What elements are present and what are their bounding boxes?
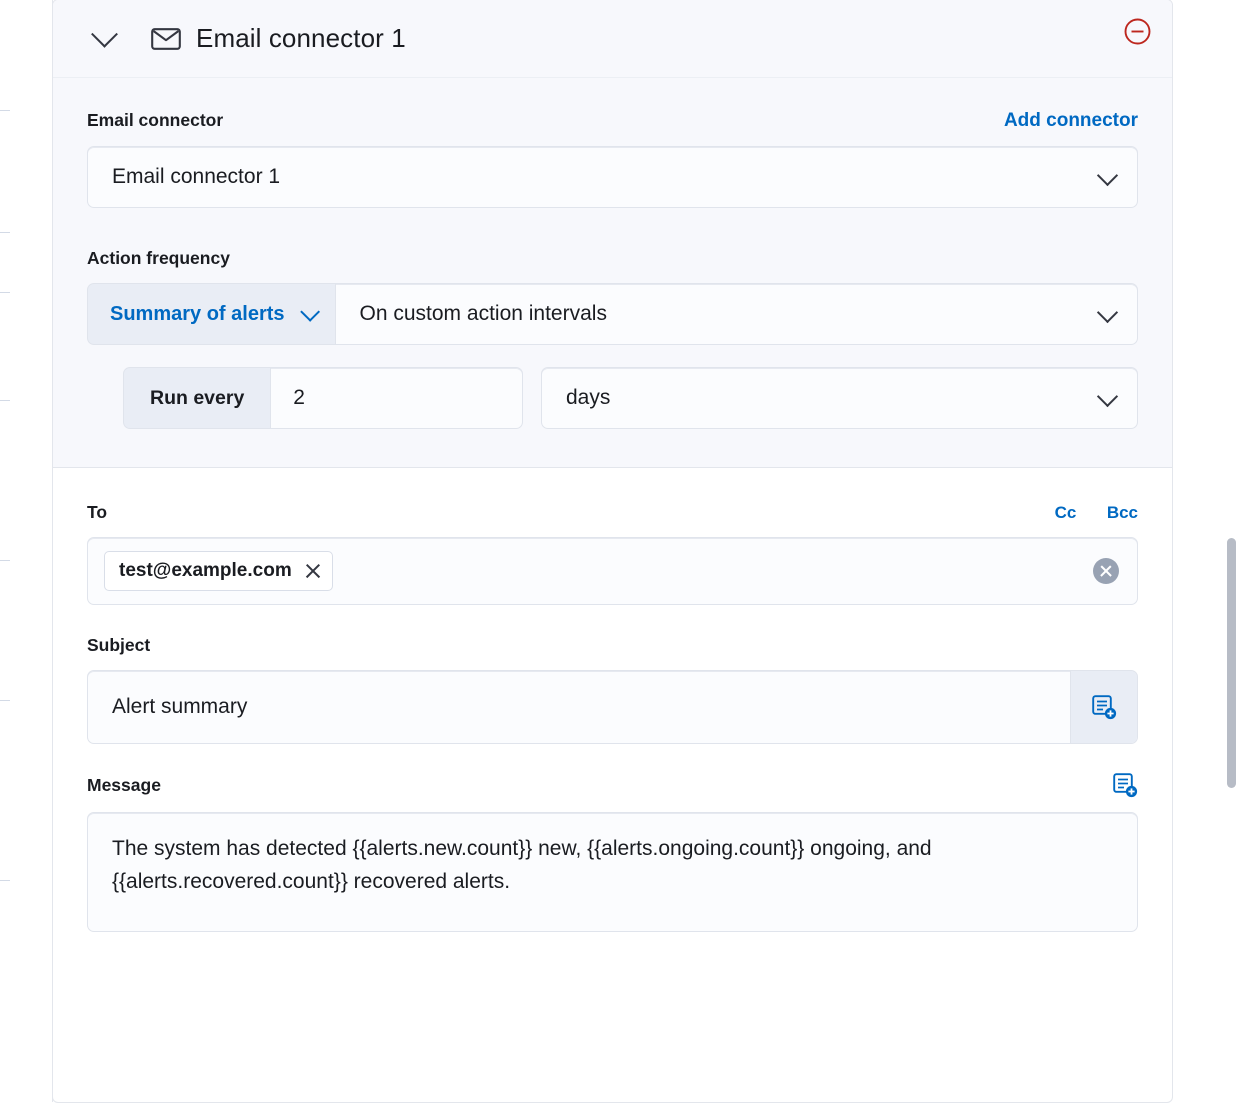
chevron-down-icon — [1097, 302, 1118, 323]
bcc-link[interactable]: Bcc — [1106, 503, 1138, 522]
email-message-section — [53, 468, 1172, 942]
run-every-row — [87, 367, 1138, 429]
run-every-label: Run every — [123, 367, 270, 429]
action-interval-value: On custom action intervals — [359, 302, 607, 325]
chevron-down-icon[interactable] — [87, 22, 121, 56]
connector-label: Email connector — [87, 110, 224, 130]
run-every-input[interactable]: 2 — [270, 367, 523, 429]
action-interval-select[interactable] — [335, 283, 1138, 345]
email-connector-panel — [52, 0, 1173, 1103]
spacer — [87, 605, 1138, 635]
chevron-down-icon — [1097, 386, 1118, 407]
panel-header — [53, 0, 1172, 78]
recipient-email: test@example.com — [119, 560, 292, 581]
message-textarea[interactable]: The system has detected {{alerts.new.count}} new, {{alerts.ongoing.count}} ongoing, and {{alerts.recovered.count}} recovered alerts. — [87, 812, 1138, 932]
action-frequency-label: Action frequency — [87, 248, 230, 268]
scrollbar-thumb[interactable] — [1227, 538, 1236, 788]
summary-of-alerts-label: Summary of alerts — [110, 302, 285, 325]
scrollbar-track[interactable] — [1229, 0, 1241, 1102]
add-connector-link[interactable]: Add connector — [1003, 110, 1138, 131]
summary-of-alerts-button[interactable] — [87, 283, 335, 345]
subject-field — [87, 670, 1138, 744]
to-label-row — [87, 502, 1138, 523]
cc-link[interactable]: Cc — [1054, 503, 1077, 522]
connector-select-value: Email connector 1 — [112, 165, 281, 188]
page-title: Email connector 1 — [196, 23, 406, 53]
run-every-unit-value: days — [566, 386, 611, 409]
run-every-group — [123, 367, 523, 429]
recipient-pill — [104, 551, 333, 591]
connector-settings-section — [53, 78, 1172, 468]
spacer — [87, 208, 1138, 248]
left-gutter — [0, 0, 53, 1102]
to-recipients-input[interactable] — [87, 537, 1138, 605]
add-variable-icon[interactable] — [1112, 772, 1138, 798]
subject-input[interactable]: Alert summary — [112, 695, 248, 718]
spacer — [87, 744, 1138, 772]
run-every-unit-select[interactable] — [541, 367, 1138, 429]
remove-recipient-icon[interactable] — [304, 562, 322, 580]
to-label: To — [87, 502, 108, 522]
message-label: Message — [87, 774, 161, 795]
chevron-down-icon — [300, 302, 320, 322]
subject-label-row — [87, 635, 1138, 656]
clear-circle-icon[interactable] — [1093, 558, 1119, 584]
add-variable-icon[interactable] — [1070, 671, 1137, 743]
chevron-down-icon — [1097, 165, 1118, 186]
action-frequency-label-row — [87, 248, 1138, 269]
connector-label-row — [87, 110, 1138, 132]
subject-label: Subject — [87, 635, 151, 655]
cc-bcc-group — [1055, 503, 1138, 523]
connector-select[interactable] — [87, 146, 1138, 208]
message-label-row — [87, 772, 1138, 798]
action-frequency-row — [87, 283, 1138, 345]
envelope-icon — [151, 27, 181, 51]
minus-circle-icon[interactable] — [1122, 16, 1152, 46]
